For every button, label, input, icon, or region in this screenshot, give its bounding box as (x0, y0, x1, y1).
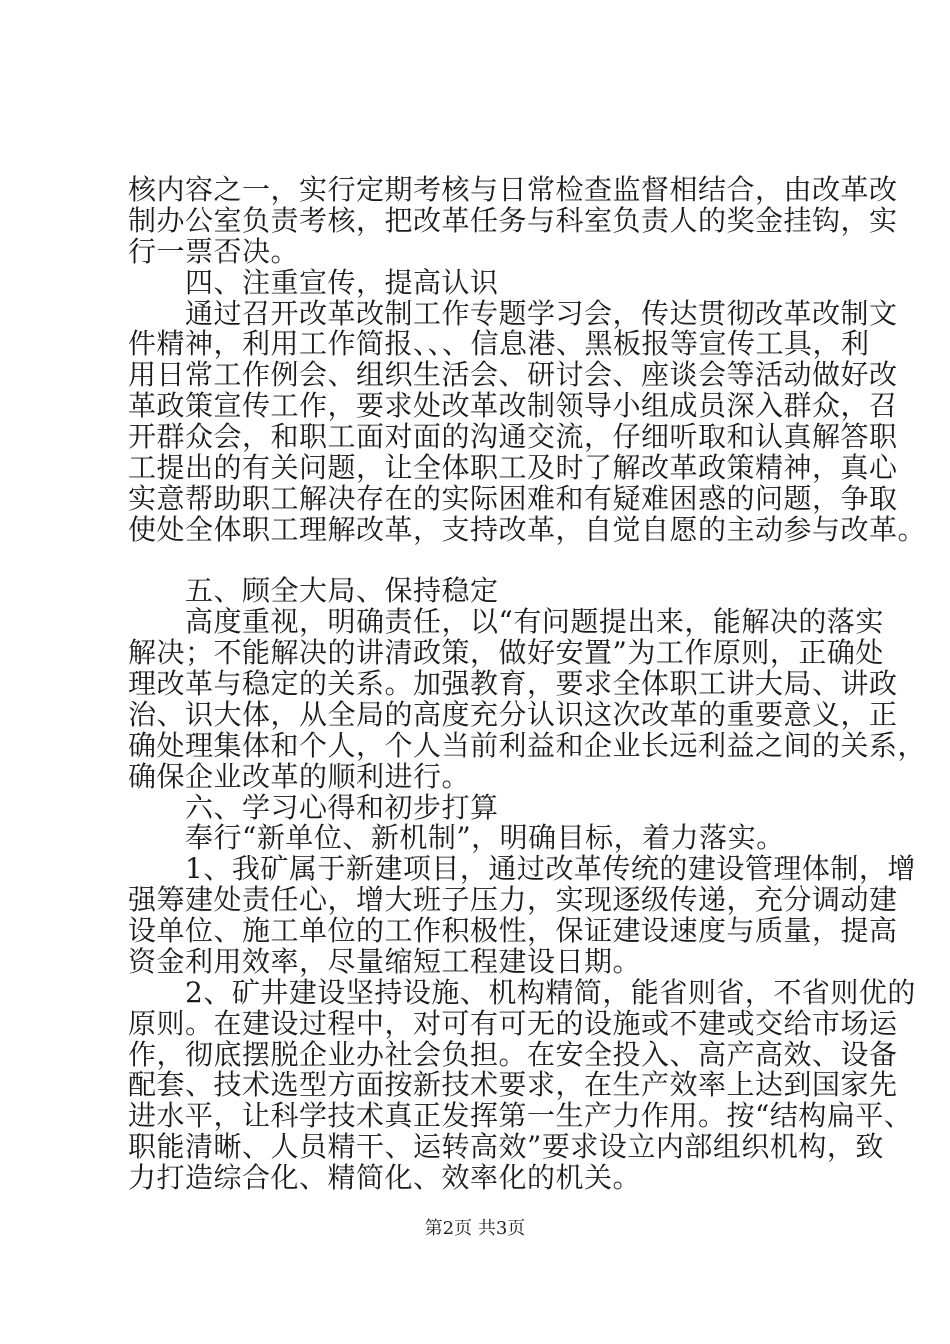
text-line: 职能清晰、人员精干、运转高效”要求设立内部组织机构，致 (128, 1130, 884, 1163)
text-line: 开群众会，和职工面对面的沟通交流，仔细听取和认真解答职 (128, 420, 898, 453)
text-line: 治、识大体，从全局的高度充分认识这次改革的重要意义，正 (128, 698, 898, 731)
text-line: 革政策宣传工作，要求处改革改制领导小组成员深入群众，召 (128, 389, 898, 422)
text-line: 确处理集体和个人，个人当前利益和企业长远利益之间的关系， (128, 729, 927, 762)
text-line: 强筹建处责任心，增大班子压力，实现逐级传递，充分调动建 (128, 883, 898, 916)
text-line: 高度重视，明确责任，以“有问题提出来，能解决的落实 (128, 605, 884, 638)
text-line: 使处全体职工理解改革，支持改革，自觉自愿的主动参与改革。 (128, 513, 927, 546)
text-line: 工提出的有关问题，让全体职工及时了解改革政策精神，真心 (128, 451, 898, 484)
text-line: 行一票否决。 (128, 235, 300, 268)
text-line: 进水平，让科学技术真正发挥第一生产力作用。按“结构扁平、 (128, 1099, 913, 1132)
text-line: 力打造综合化、精简化、效率化的机关。 (128, 1161, 642, 1194)
text-line: 核内容之一，实行定期考核与日常检查监督相结合，由改革改 (128, 173, 898, 206)
text-line: 设单位、施工单位的工作积极性，保证建设速度与质量，提高 (128, 914, 898, 947)
text-line: 原则。在建设过程中，对可有可无的设施或不建或交给市场运 (128, 1007, 898, 1040)
text-line: 2、矿井建设坚持设施、机构精简，能省则省，不省则优的 (128, 976, 916, 1009)
text-line: 1、我矿属于新建项目，通过改革传统的建设管理体制，增 (128, 852, 916, 885)
section-heading: 五、顾全大局、保持稳定 (128, 574, 499, 607)
text-line: 确保企业改革的顺利进行。 (128, 760, 471, 793)
text-line: 实意帮助职工解决存在的实际困难和有疑难困惑的问题，争取 (128, 482, 898, 515)
page-footer: 第2页 共3页 (424, 1218, 526, 1239)
section-heading: 四、注重宣传，提高认识 (128, 266, 499, 299)
text-line: 配套、技术选型方面按新技术要求，在生产效率上达到国家先 (128, 1068, 898, 1101)
text-line: 奉行“新单位、新机制”，明确目标，着力落实。 (128, 821, 785, 854)
text-line: 制办公室负责考核，把改革任务与科室负责人的奖金挂钩，实 (128, 204, 898, 237)
section-heading: 六、学习心得和初步打算 (128, 791, 499, 824)
text-line: 用日常工作例会、组织生活会、研讨会、座谈会等活动做好改 (128, 358, 898, 391)
text-line: 理改革与稳定的关系。加强教育，要求全体职工讲大局、讲政 (128, 667, 898, 700)
text-line: 资金利用效率，尽量缩短工程建设日期。 (128, 945, 642, 978)
text-line: 作，彻底摆脱企业办社会负担。在安全投入、高产高效、设备 (128, 1038, 898, 1071)
text-line: 解决；不能解决的讲清政策，做好安置”为工作原则，正确处 (128, 636, 884, 669)
text-line: 件精神，利用工作简报、、、信息港、黑板报等宣传工具，利 (128, 327, 870, 360)
text-line: 通过召开改革改制工作专题学习会，传达贯彻改革改制文 (128, 297, 898, 330)
